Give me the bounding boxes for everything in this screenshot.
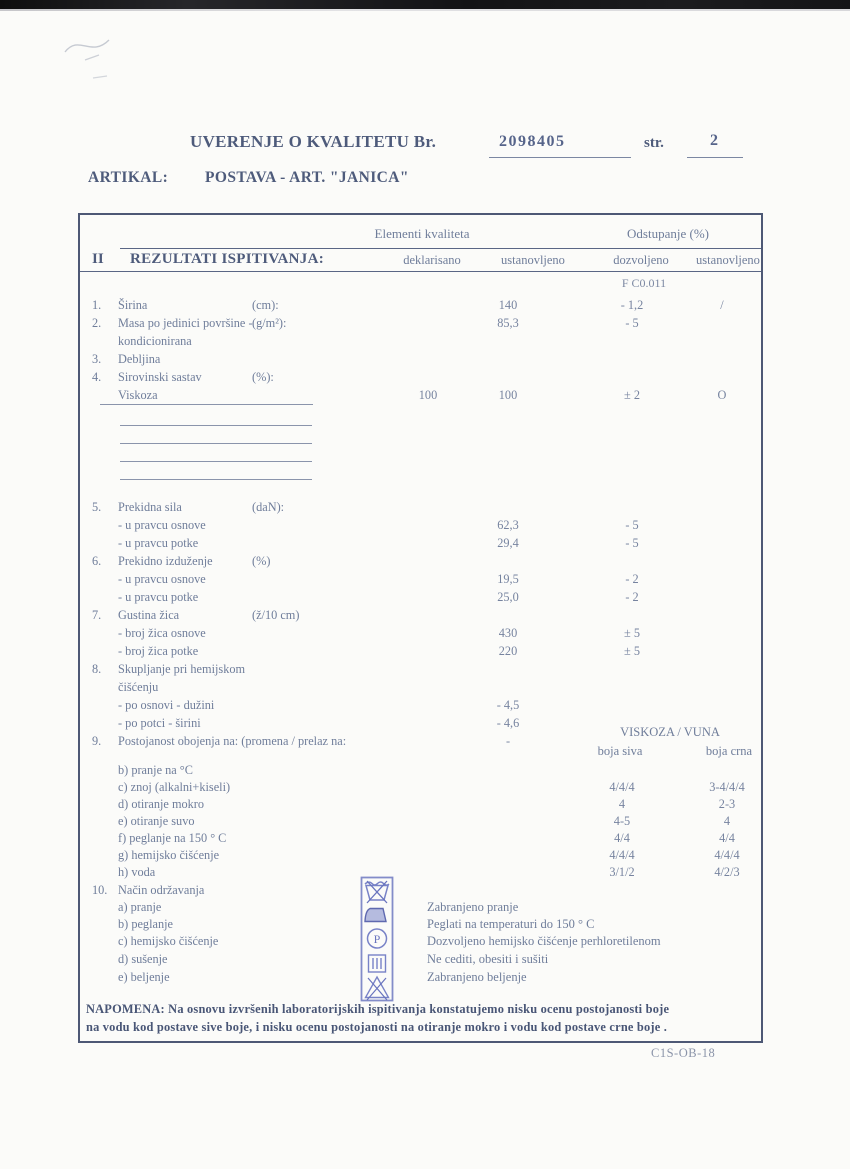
col-header-ustanovljeno: ustanovljeno bbox=[501, 253, 565, 267]
section-number: II bbox=[92, 251, 104, 267]
colorfastness-row bbox=[80, 780, 761, 798]
care-item-label: a) pranje bbox=[118, 900, 162, 914]
care-item-label: c) hemijsko čišćenje bbox=[118, 934, 219, 948]
care-item-label: d) sušenje bbox=[118, 952, 168, 966]
row-unit: (cm): bbox=[252, 298, 279, 312]
care-row-drip-dry bbox=[80, 952, 761, 970]
row-label: - broj žica osnove bbox=[118, 626, 206, 640]
blank-fill-line bbox=[120, 461, 312, 462]
cell-boja-siva: 4/4 bbox=[614, 831, 630, 845]
row-number: 1. bbox=[92, 298, 102, 312]
care-row-iron bbox=[80, 917, 761, 935]
row-label: Postojanost obojenja na: (promena / prelaz na: bbox=[118, 734, 347, 748]
table-row bbox=[80, 298, 761, 316]
row-number: 3. bbox=[92, 352, 102, 366]
row-number: 2. bbox=[92, 316, 102, 330]
table-row bbox=[80, 518, 761, 536]
cell-boja-crna: 4/4 bbox=[719, 831, 735, 845]
care-symbols-stamp bbox=[360, 876, 394, 1002]
cell-ustanovljeno: 430 bbox=[498, 626, 518, 640]
colorfastness-row bbox=[80, 865, 761, 883]
row-label: - broj žica potke bbox=[118, 644, 199, 658]
cell-odstupanje: / bbox=[720, 298, 724, 312]
header-rule-1 bbox=[120, 248, 761, 249]
care-item-note: Zabranjeno pranje bbox=[427, 900, 519, 914]
row-label: Širina bbox=[118, 298, 148, 312]
cell-ustanovljeno: - 4,5 bbox=[496, 698, 520, 712]
row-label: - u pravcu osnove bbox=[118, 518, 206, 532]
cell-boja-siva: 4-5 bbox=[613, 814, 631, 828]
care-item-label: b) peglanje bbox=[118, 917, 173, 931]
table-row bbox=[80, 554, 761, 572]
cell-dozvoljeno: ± 2 bbox=[624, 388, 640, 402]
colorfastness-label: e) otiranje suvo bbox=[118, 814, 195, 828]
care-item-note: Peglati na temperaturi do 150 ° C bbox=[427, 917, 595, 931]
pencil-mark bbox=[55, 22, 150, 92]
care-number: 10. bbox=[92, 883, 108, 897]
row-label: Prekidno izduženje bbox=[118, 554, 213, 568]
table-row bbox=[80, 590, 761, 608]
cell-ustanovljeno: 19,5 bbox=[497, 572, 519, 586]
certificate-number: 2098405 bbox=[499, 133, 566, 150]
cell-dozvoljeno: - 2 bbox=[625, 590, 639, 604]
scan-edge-artifact bbox=[0, 0, 850, 9]
cell-boja-siva: 4 bbox=[618, 797, 626, 811]
row-label: - po potci - širini bbox=[118, 716, 201, 730]
table-row bbox=[80, 316, 761, 334]
row-number: 8. bbox=[92, 662, 102, 676]
certificate-number-underline bbox=[489, 157, 631, 158]
row-label: - u pravcu osnove bbox=[118, 572, 206, 586]
cell-deklarisano: 100 bbox=[418, 388, 438, 402]
colorfastness-row bbox=[80, 763, 761, 781]
cell-boja-siva: 4/4/4 bbox=[609, 848, 635, 862]
col-header-deklarisano: deklarisano bbox=[403, 253, 461, 267]
cell-ustanovljeno: 140 bbox=[498, 298, 518, 312]
row-label: Gustina žica bbox=[118, 608, 180, 622]
colorfastness-row bbox=[80, 848, 761, 866]
row-unit: (daN): bbox=[252, 500, 285, 514]
row-label: - po osnovi - dužini bbox=[118, 698, 215, 712]
care-item-label: e) beljenje bbox=[118, 970, 170, 984]
cell-dozvoljeno: ± 5 bbox=[624, 644, 640, 658]
form-code: C1S-OB-18 bbox=[651, 1046, 716, 1060]
table-row bbox=[80, 698, 761, 716]
blank-fill-line bbox=[120, 443, 312, 444]
care-row-dry-clean-p bbox=[80, 934, 761, 952]
table-row bbox=[80, 536, 761, 554]
article-label: ARTIKAL: bbox=[88, 169, 169, 186]
fill-line bbox=[100, 404, 313, 405]
row-label: - u pravcu potke bbox=[118, 590, 199, 604]
blank-fill-line bbox=[120, 479, 312, 480]
row-unit: (g/m²): bbox=[252, 316, 287, 330]
colorfastness-label: g) hemijsko čišćenje bbox=[118, 848, 220, 862]
dry-clean-p-icon bbox=[368, 929, 387, 948]
row-unit: (%) bbox=[252, 554, 271, 568]
header-rule-2 bbox=[80, 271, 761, 272]
row-label: Skupljanje pri hemijskom bbox=[118, 662, 246, 676]
table-row bbox=[80, 500, 761, 518]
row-number: 6. bbox=[92, 554, 102, 568]
cell-ustanovljeno: 29,4 bbox=[497, 536, 519, 550]
cell-ustanovljeno: 220 bbox=[498, 644, 518, 658]
colorfastness-label: d) otiranje mokro bbox=[118, 797, 205, 811]
bleach-crossed-icon bbox=[366, 977, 389, 1000]
svg-text:P: P bbox=[373, 932, 381, 946]
colorfastness-col-left: boja siva bbox=[597, 744, 643, 758]
cell-ustanovljeno: - bbox=[505, 734, 511, 748]
cell-ustanovljeno: 62,3 bbox=[497, 518, 519, 532]
remark-line-2: na vodu kod postave sive boje, i nisku ocenu postojanosti na otiranje mokro i vodu kod postave crne boje . bbox=[86, 1019, 668, 1034]
cell-ustanovljeno: - 4,6 bbox=[496, 716, 520, 730]
colorfastness-row bbox=[80, 831, 761, 849]
colorfastness-label: h) voda bbox=[118, 865, 156, 879]
page-number-underline bbox=[687, 157, 743, 158]
table-row bbox=[80, 680, 761, 698]
care-header-row bbox=[80, 883, 761, 901]
scan-edge-shadow bbox=[0, 9, 850, 11]
cell-ustanovljeno: 100 bbox=[498, 388, 518, 402]
remark-text bbox=[86, 1001, 762, 1036]
row-number: 4. bbox=[92, 370, 102, 384]
cell-odstupanje: O bbox=[717, 388, 727, 402]
col-header-ustanovljeno-2: ustanovljeno bbox=[696, 253, 760, 267]
washtub-crossed-icon bbox=[365, 881, 389, 903]
colorfastness-label: b) pranje na °C bbox=[118, 763, 193, 777]
row-label: - u pravcu potke bbox=[118, 536, 199, 550]
drip-dry-icon bbox=[369, 955, 386, 972]
row-number: 9. bbox=[92, 734, 102, 748]
table-row bbox=[80, 334, 761, 352]
row-label: čišćenju bbox=[118, 680, 159, 694]
page-label: str. bbox=[644, 135, 664, 151]
cell-dozvoljeno: - 5 bbox=[625, 518, 639, 532]
cell-dozvoljeno: - 5 bbox=[625, 316, 639, 330]
colorfastness-row bbox=[80, 797, 761, 815]
cell-boja-crna: 4/4/4 bbox=[714, 848, 740, 862]
cell-boja-crna: 4 bbox=[723, 814, 731, 828]
method-code: F C0.011 bbox=[621, 276, 667, 290]
cell-boja-crna: 4/2/3 bbox=[714, 865, 740, 879]
table-row bbox=[80, 388, 761, 406]
group-header-elements: Elementi kvaliteta bbox=[374, 226, 470, 241]
section-title: REZULTATI ISPITIVANJA: bbox=[130, 251, 325, 267]
colorfastness-group-title: VISKOZA / VUNA bbox=[620, 725, 720, 739]
cell-dozvoljeno: ± 5 bbox=[624, 626, 640, 640]
cell-dozvoljeno: - 1,2 bbox=[620, 298, 644, 312]
iron-icon bbox=[365, 909, 386, 922]
group-header-deviation: Odstupanje (%) bbox=[627, 226, 709, 241]
care-item-note: Zabranjeno beljenje bbox=[427, 970, 527, 984]
cell-boja-crna: 3-4/4/4 bbox=[709, 780, 745, 794]
row-number: 5. bbox=[92, 500, 102, 514]
row-unit: (ž/10 cm) bbox=[252, 608, 300, 622]
care-row-washtub-crossed bbox=[80, 900, 761, 918]
table-row bbox=[80, 644, 761, 662]
remark-line-1: NAPOMENA: Na osnovu izvršenih laboratorijskih ispitivanja konstatujemo nisku ocenu postojanosti boje bbox=[86, 1002, 670, 1016]
row-label: Prekidna sila bbox=[118, 500, 182, 514]
blank-fill-line bbox=[120, 425, 312, 426]
table-row bbox=[80, 662, 761, 680]
results-table bbox=[78, 213, 763, 1043]
row-label: Debljina bbox=[118, 352, 161, 366]
cell-boja-siva: 4/4/4 bbox=[609, 780, 635, 794]
care-row-bleach-crossed bbox=[80, 970, 761, 988]
cell-dozvoljeno: - 2 bbox=[625, 572, 639, 586]
row-number: 7. bbox=[92, 608, 102, 622]
table-row bbox=[80, 370, 761, 388]
care-item-note: Dozvoljeno hemijsko čišćenje perhloretilenom bbox=[427, 934, 661, 948]
cell-ustanovljeno: 25,0 bbox=[497, 590, 519, 604]
colorfastness-col-right: boja crna bbox=[705, 744, 753, 758]
cell-ustanovljeno: 85,3 bbox=[497, 316, 519, 330]
row-label: Viskoza bbox=[118, 388, 158, 402]
article-value: POSTAVA - ART. "JANICA" bbox=[205, 169, 409, 186]
care-item-note: Ne cediti, obesiti i sušiti bbox=[427, 952, 549, 966]
page-number: 2 bbox=[710, 132, 718, 149]
table-row bbox=[80, 572, 761, 590]
certificate-title: UVERENJE O KVALITETU Br. bbox=[190, 132, 437, 151]
table-row bbox=[80, 352, 761, 370]
cell-boja-siva: 3/1/2 bbox=[609, 865, 635, 879]
colorfastness-label: c) znoj (alkalni+kiseli) bbox=[118, 780, 231, 794]
cell-dozvoljeno: - 5 bbox=[625, 536, 639, 550]
colorfastness-row bbox=[80, 814, 761, 832]
col-header-dozvoljeno: dozvoljeno bbox=[613, 253, 669, 267]
table-row bbox=[80, 626, 761, 644]
table-row bbox=[80, 608, 761, 626]
row-label: Sirovinski sastav bbox=[118, 370, 202, 384]
row-unit: (%): bbox=[252, 370, 274, 384]
care-title: Način održavanja bbox=[118, 883, 205, 897]
cell-boja-crna: 2-3 bbox=[718, 797, 736, 811]
row-label: kondicionirana bbox=[118, 334, 192, 348]
colorfastness-label: f) peglanje na 150 ° C bbox=[118, 831, 227, 845]
row-label: Masa po jedinici površine - bbox=[118, 316, 253, 330]
